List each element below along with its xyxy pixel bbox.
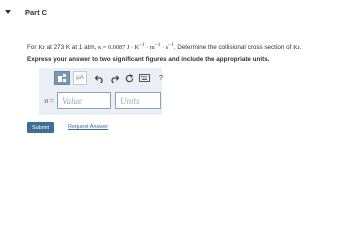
units-button[interactable] xyxy=(73,71,87,85)
kappa-exponent-3: −1 xyxy=(168,42,174,48)
undo-icon xyxy=(95,74,104,83)
question-text xyxy=(27,42,347,51)
units-input[interactable] xyxy=(115,92,161,109)
question-prefix: For xyxy=(27,44,39,52)
question-suffix: . Determine the collisional cross section of xyxy=(173,44,294,52)
kappa-exponent-2: −1 xyxy=(154,42,161,48)
help-button[interactable] xyxy=(155,71,167,85)
question-end: . xyxy=(299,44,302,52)
templates-icon-part xyxy=(63,79,66,82)
help-icon: ? xyxy=(159,74,163,82)
redo-icon xyxy=(110,74,119,83)
kappa-unit-s: · s xyxy=(160,44,169,52)
units-placeholder: Units xyxy=(120,95,140,106)
keyboard-button[interactable] xyxy=(138,71,150,85)
mu-a-icon: μA xyxy=(76,75,84,81)
templates-button[interactable] xyxy=(54,71,70,85)
reset-icon xyxy=(125,74,134,83)
kappa-expression xyxy=(98,44,174,51)
reset-button[interactable] xyxy=(123,71,135,85)
redo-button[interactable] xyxy=(108,71,120,85)
part-header[interactable] xyxy=(0,4,47,20)
templates-icon-part xyxy=(63,74,66,77)
value-placeholder: Value xyxy=(62,95,82,106)
kappa-unit-m: · m xyxy=(144,44,155,52)
undo-button[interactable] xyxy=(93,71,105,85)
kappa-exponent-1: −1 xyxy=(139,42,145,48)
question-species-2: Kr xyxy=(293,44,300,52)
templates-icon xyxy=(58,76,62,82)
sigma-label: σ = xyxy=(44,96,54,105)
question-species: Kr xyxy=(38,44,45,52)
keyboard-icon xyxy=(139,74,150,82)
answer-input-row xyxy=(39,92,161,109)
collapse-triangle-icon[interactable] xyxy=(5,10,11,14)
question-mid: at 273 K at 1 atm, xyxy=(44,44,99,52)
part-title: Part C xyxy=(25,7,48,17)
value-input[interactable] xyxy=(57,92,111,109)
answer-area xyxy=(39,68,162,115)
submit-button[interactable]: Submit xyxy=(27,122,54,133)
math-toolbar xyxy=(54,71,167,85)
kappa-value: κ = 0.0087 J · K xyxy=(98,44,140,52)
answer-instruction: Express your answer to two significant figures and include the appropriate units. xyxy=(27,56,270,63)
request-answer-link[interactable]: Request Answer xyxy=(68,124,109,130)
